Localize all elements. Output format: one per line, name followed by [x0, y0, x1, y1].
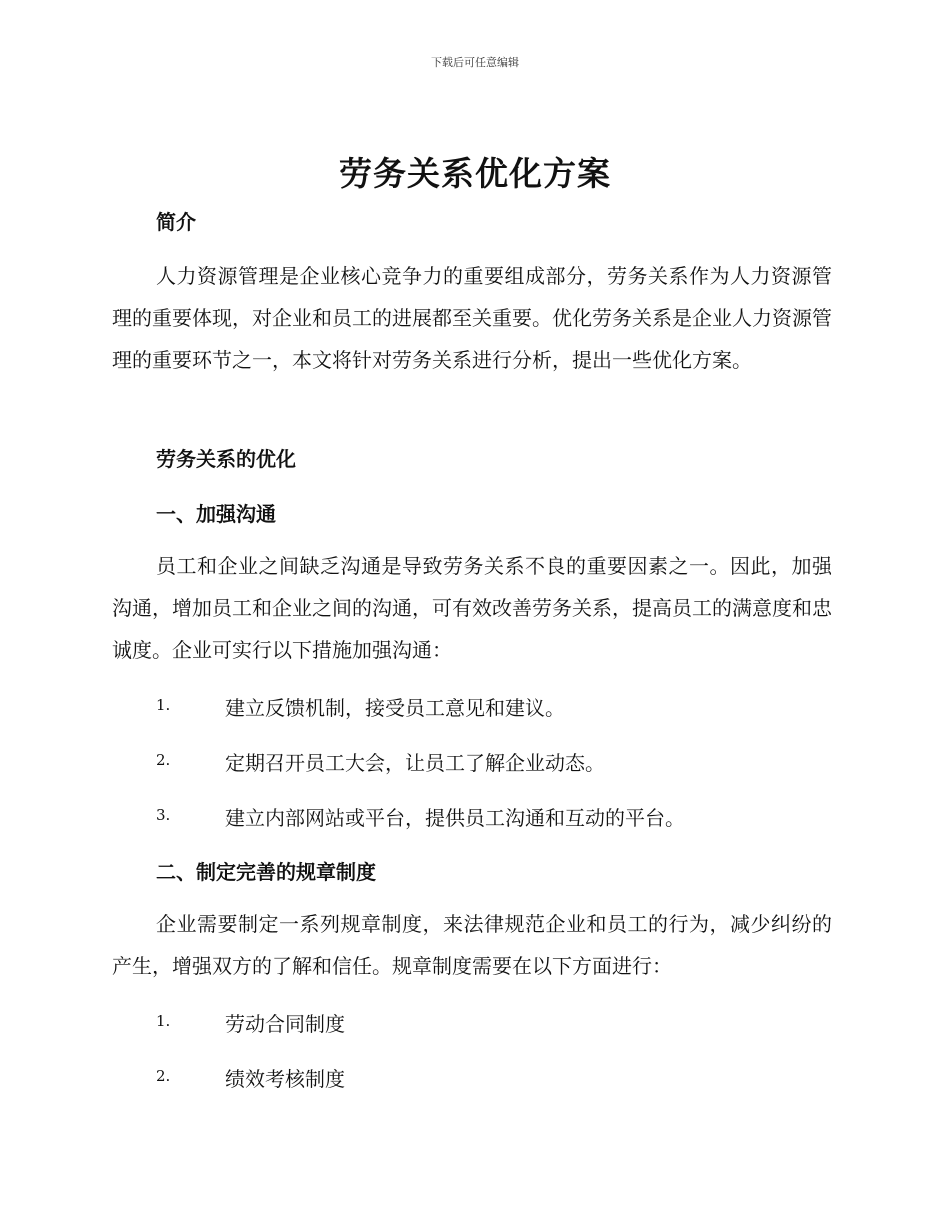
intro-heading: 简介	[156, 210, 196, 234]
list-text: 绩效考核制度	[225, 1067, 345, 1091]
list-item	[156, 747, 856, 777]
list-text: 建立反馈机制，接受员工意见和建议。	[225, 696, 565, 720]
rules-paragraph: 企业需要制定一系列规章制度，来法律规范企业和员工的行为，减少纠纷的产生，增强双方的了解和信任。规章制度需要在以下方面进行：	[112, 912, 832, 978]
document-title: 劳务关系优化方案	[339, 154, 611, 193]
list-item	[156, 802, 856, 832]
page-header: 下载后可任意编辑	[431, 56, 519, 69]
list-item	[156, 1008, 856, 1038]
list-number: 2.	[156, 751, 171, 769]
list-number: 1.	[156, 696, 171, 714]
list-text: 建立内部网站或平台，提供员工沟通和互动的平台。	[225, 806, 685, 830]
list-text: 劳动合同制度	[225, 1012, 345, 1036]
intro-paragraph: 人力资源管理是企业核心竞争力的重要组成部分，劳务关系作为人力资源管理的重要体现，对企业和员工的进展都至关重要。优化劳务关系是企业人力资源管理的重要环节之一，本文将针对劳务关系进行分析，提出一些优化方案。	[112, 264, 832, 372]
list-item	[156, 692, 856, 722]
list-number: 2.	[156, 1067, 171, 1085]
communication-paragraph: 员工和企业之间缺乏沟通是导致劳务关系不良的重要因素之一。因此，加强沟通，增加员工和企业之间的沟通，可有效改善劳务关系，提高员工的满意度和忠诚度。企业可实行以下措施加强沟通：	[112, 554, 832, 662]
list-number: 3.	[156, 806, 171, 824]
list-number: 1.	[156, 1012, 171, 1030]
list-item	[156, 1063, 856, 1093]
communication-heading: 一、加强沟通	[156, 502, 276, 526]
rules-heading: 二、制定完善的规章制度	[156, 860, 376, 884]
optimization-heading: 劳务关系的优化	[156, 447, 296, 471]
list-text: 定期召开员工大会，让员工了解企业动态。	[225, 751, 605, 775]
